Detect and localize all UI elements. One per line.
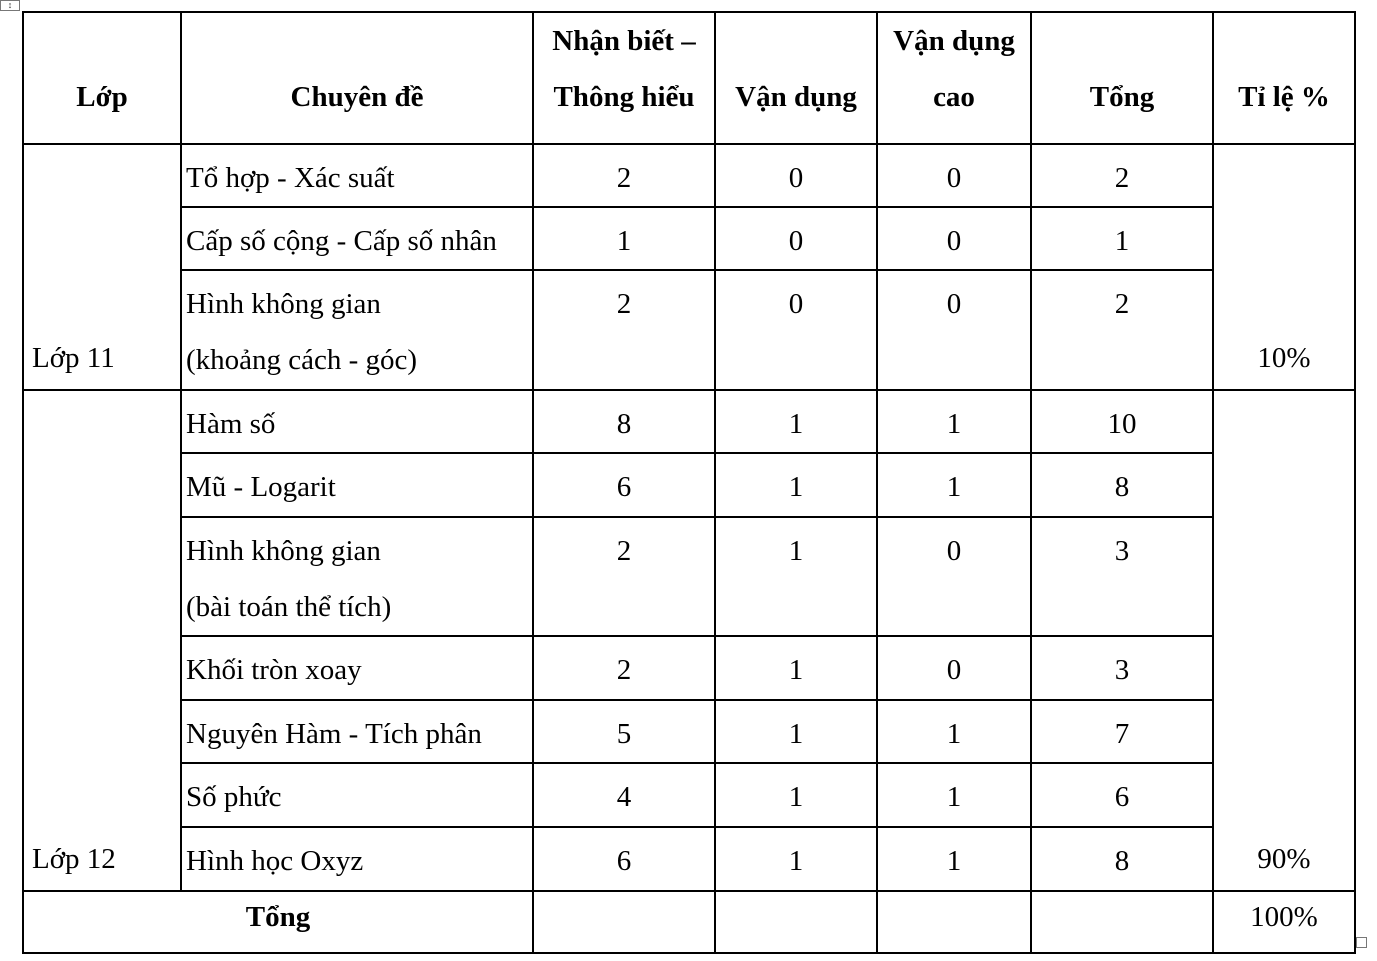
apply-high-cell: 1 (877, 700, 1031, 763)
recognize-cell: 2 (533, 517, 715, 636)
apply-high-cell: 0 (877, 270, 1031, 390)
footer-total-label: Tổng (23, 891, 533, 953)
apply-cell: 0 (715, 207, 877, 270)
total-cell: 3 (1031, 636, 1213, 700)
header-apply-high-line1: Vận dụng (893, 25, 1015, 57)
topic-line2: (bài toán thể tích) (186, 591, 392, 623)
apply-cell: 1 (715, 763, 877, 827)
topic-line1: Hình không gian (186, 535, 381, 567)
table-row (23, 207, 1355, 270)
footer-ratio-cell: 100% (1213, 891, 1355, 953)
apply-cell: 0 (715, 144, 877, 207)
table-row (23, 144, 1355, 207)
header-apply: Vận dụng (715, 12, 877, 144)
footer-apply-cell (715, 891, 877, 953)
footer-recognize-cell (533, 891, 715, 953)
table-row (23, 636, 1355, 700)
topic-cell: Mũ - Logarit (181, 453, 533, 517)
apply-high-cell: 0 (877, 517, 1031, 636)
apply-high-cell: 1 (877, 763, 1031, 827)
apply-cell: 0 (715, 270, 877, 390)
recognize-cell: 2 (533, 144, 715, 207)
table-row (23, 453, 1355, 517)
total-cell: 7 (1031, 700, 1213, 763)
table-row (23, 827, 1355, 891)
recognize-cell: 8 (533, 390, 715, 453)
header-grade: Lớp (23, 12, 181, 144)
grade-cell: Lớp 11 (23, 144, 181, 390)
footer-total-cell (1031, 891, 1213, 953)
apply-high-cell: 1 (877, 453, 1031, 517)
topic-cell (181, 517, 533, 636)
table-row (23, 517, 1355, 636)
total-cell: 3 (1031, 517, 1213, 636)
ratio-cell: 90% (1213, 390, 1355, 891)
topic-cell (181, 270, 533, 390)
total-cell: 6 (1031, 763, 1213, 827)
topic-cell: Số phức (181, 763, 533, 827)
apply-high-cell: 1 (877, 390, 1031, 453)
header-recognize-line1: Nhận biết – (552, 25, 696, 57)
topic-cell: Khối tròn xoay (181, 636, 533, 700)
apply-high-cell: 0 (877, 207, 1031, 270)
footer-apply-high-cell (877, 891, 1031, 953)
recognize-cell: 2 (533, 270, 715, 390)
table-row (23, 700, 1355, 763)
header-apply-high-line2: cao (933, 81, 975, 113)
table-move-handle[interactable]: ↕ (0, 0, 20, 11)
topic-cell: Tổ hợp - Xác suất (181, 144, 533, 207)
header-row (23, 12, 1355, 144)
topic-cell: Nguyên Hàm - Tích phân (181, 700, 533, 763)
total-cell: 8 (1031, 827, 1213, 891)
topic-cell: Cấp số cộng - Cấp số nhân (181, 207, 533, 270)
header-recognize (533, 12, 715, 144)
footer-row (23, 891, 1355, 953)
total-cell: 1 (1031, 207, 1213, 270)
recognize-cell: 2 (533, 636, 715, 700)
header-recognize-line2: Thông hiểu (553, 81, 695, 113)
header-apply-high (877, 12, 1031, 144)
apply-cell: 1 (715, 700, 877, 763)
recognize-cell: 1 (533, 207, 715, 270)
table-row (23, 270, 1355, 390)
recognize-cell: 4 (533, 763, 715, 827)
header-total: Tổng (1031, 12, 1213, 144)
total-cell: 2 (1031, 144, 1213, 207)
exam-matrix-table (22, 11, 1356, 954)
apply-cell: 1 (715, 827, 877, 891)
grade-cell: Lớp 12 (23, 390, 181, 891)
apply-cell: 1 (715, 390, 877, 453)
table-resize-handle[interactable] (1356, 937, 1367, 948)
header-ratio: Tỉ lệ % (1213, 12, 1355, 144)
apply-high-cell: 1 (877, 827, 1031, 891)
header-topic: Chuyên đề (181, 12, 533, 144)
recognize-cell: 6 (533, 453, 715, 517)
apply-cell: 1 (715, 453, 877, 517)
topic-cell: Hàm số (181, 390, 533, 453)
total-cell: 2 (1031, 270, 1213, 390)
table-row (23, 390, 1355, 453)
apply-high-cell: 0 (877, 144, 1031, 207)
apply-high-cell: 0 (877, 636, 1031, 700)
ratio-cell: 10% (1213, 144, 1355, 390)
table-row (23, 763, 1355, 827)
recognize-cell: 5 (533, 700, 715, 763)
apply-cell: 1 (715, 636, 877, 700)
topic-line1: Hình không gian (186, 288, 381, 320)
total-cell: 8 (1031, 453, 1213, 517)
topic-line2: (khoảng cách - góc) (186, 344, 418, 376)
total-cell: 10 (1031, 390, 1213, 453)
apply-cell: 1 (715, 517, 877, 636)
recognize-cell: 6 (533, 827, 715, 891)
topic-cell: Hình học Oxyz (181, 827, 533, 891)
